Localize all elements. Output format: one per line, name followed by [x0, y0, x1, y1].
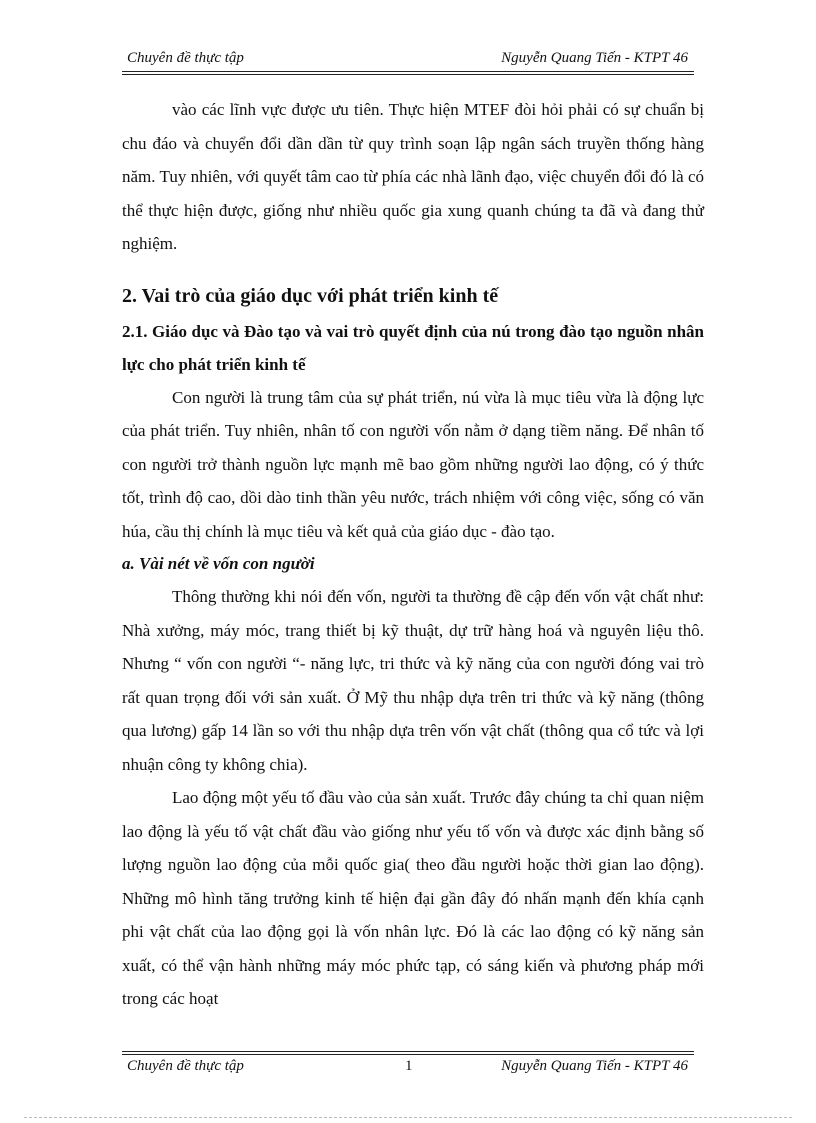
paragraph-human-capital: Thông thường khi nói đến vốn, người ta thường đề cập đến vốn vật chất như: Nhà xưởng, máy móc, trang thiết bị kỹ thuật, dự trữ hàng hoá và nguyên liệu thô. Nhưng “ vốn con người “- năng lực, tri thức và kỹ năng của con người đóng vai trò rất quan trọng đối với sản xuất. Ở Mỹ thu nhập dựa trên tri thức và kỹ năng (thông qua lương) gấp 14 lần so với thu nhập dựa trên vốn vật chất (thông qua cổ tức và lợi nhuận công ty không chia).: [122, 587, 704, 774]
paragraph-labor: Lao động một yếu tố đầu vào của sản xuất. Trước đây chúng ta chỉ quan niệm lao động là yếu tố vật chất đầu vào giống như yếu tố vốn và được xác định bằng số lượng nguồn lao động của mỗi quốc gia( theo đầu người hoặc thời gian lao động). Những mô hình tăng trưởng kinh tế hiện đại gần đây đó nhấn mạnh đến khía cạnh phi vật chất của lao động gọi là vốn nhân lực. Đó là các lao động có kỹ năng sản xuất, có thể vận hành những máy móc phức tạp, có sáng kiến và phương pháp mới trong các hoạt: [122, 788, 704, 1008]
paragraph-human-factor: Con người là trung tâm của sự phát triển, nú vừa là mục tiêu vừa là động lực của phát triển. Tuy nhiên, nhân tố con người vốn nằm ở dạng tiềm năng. Để nhân tố con người trở thành nguồn lực mạnh mẽ bao gồm những người lao động, có ý thức tốt, trình độ cao, dồi dào tinh thần yêu nước, trách nhiệm với công việc, sống có văn húa, cầu thị chính là mục tiêu và kết quả của giáo dục - đào tạo.: [122, 387, 704, 541]
section-heading: 2. Vai trò của giáo dục với phát triển kinh tế: [122, 284, 499, 307]
page-header: [122, 50, 694, 72]
subsection-heading: 2.1. Giáo dục và Đào tạo và vai trò quyết định của nú trong đào tạo nguồn nhân lực cho phát triển kinh tế: [122, 321, 704, 374]
page-body: [122, 93, 704, 1016]
header-author: Nguyễn Quang Tiến - KTPT 46: [501, 50, 688, 66]
subsubsection-heading: a. Vài nét về vốn con người: [122, 554, 315, 573]
paragraph-intro: vào các lĩnh vực được ưu tiên. Thực hiện MTEF đòi hỏi phải có sự chuẩn bị chu đáo và chuyển đổi dần dần từ quy trình soạn lập ngân sách truyền thống hàng năm. Tuy nhiên, với quyết tâm cao từ phía các nhà lãnh đạo, việc chuyển đổi đó là có thể thực hiện được, giống như nhiều quốc gia xung quanh chúng ta đã và đang thử nghiệm.: [122, 100, 704, 253]
footer-divider: [122, 1051, 694, 1055]
page-bottom-edge: [24, 1117, 792, 1118]
header-divider: [122, 71, 694, 75]
footer-author: Nguyễn Quang Tiến - KTPT 46: [501, 1058, 688, 1074]
page-footer: [122, 1058, 694, 1080]
header-document-title: Chuyên đề thực tập: [127, 50, 244, 66]
page-number: 1: [405, 1058, 413, 1074]
footer-document-title: Chuyên đề thực tập: [127, 1058, 244, 1074]
